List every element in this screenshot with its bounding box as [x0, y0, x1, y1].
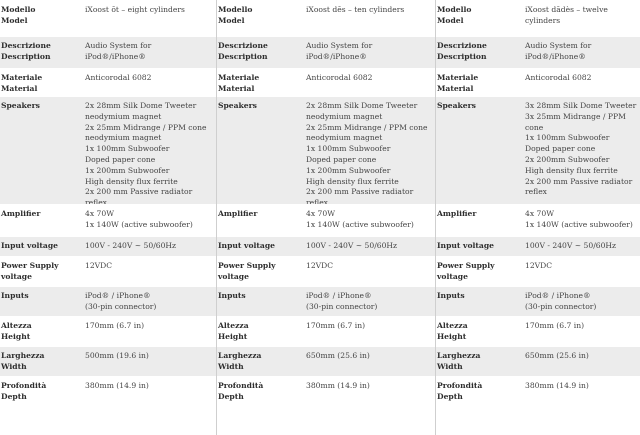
- value-power-supply: 12VDC: [85, 261, 113, 270]
- row-width: [217, 346, 435, 376]
- value-description: Audio System for iPod®/iPhone®: [306, 41, 373, 61]
- label-input-voltage: Input voltage: [437, 241, 494, 250]
- value-material: Anticorodal 6082: [85, 73, 152, 82]
- label-height: Altezza Height: [1, 321, 32, 341]
- row-speakers: [217, 96, 435, 208]
- label-amplifier: Amplifier: [437, 209, 477, 218]
- label-speakers: Speakers: [437, 101, 476, 110]
- label-model: Modello Model: [1, 5, 36, 25]
- label-inputs: Inputs: [1, 291, 29, 300]
- row-inputs: [217, 286, 435, 316]
- value-inputs: iPod® / iPhone® (30-pin connector): [525, 291, 597, 311]
- label-input-voltage: Input voltage: [1, 241, 58, 250]
- value-input-voltage: 100V - 240V ~ 50/60Hz: [525, 241, 617, 250]
- value-inputs: iPod® / iPhone® (30-pin connector): [306, 291, 378, 311]
- label-inputs: Inputs: [437, 291, 465, 300]
- product-column-ot: [0, 0, 217, 435]
- row-amplifier: [217, 204, 435, 236]
- value-height: 170mm (6.7 in): [85, 321, 145, 330]
- row-model: [217, 0, 435, 36]
- label-width: Larghezza Width: [218, 351, 262, 371]
- row-input-voltage: [0, 236, 216, 256]
- row-material: [217, 68, 435, 96]
- value-speakers: 2x 28mm Silk Dome Tweeter neodymium magnet 2x 25mm Midrange / PPM cone neodymium magnet 1x 100mm Subwoofer Doped paper cone 1x 200mm Subwoofer High density flux ferrite 2x 200 mm Passive radiator reflex: [306, 101, 428, 208]
- label-width: Larghezza Width: [437, 351, 481, 371]
- value-width: 500mm (19.6 in): [85, 351, 149, 360]
- label-depth: Profondità Depth: [437, 381, 483, 401]
- label-input-voltage: Input voltage: [218, 241, 275, 250]
- value-width: 650mm (25.6 in): [525, 351, 589, 360]
- value-width: 650mm (25.6 in): [306, 351, 370, 360]
- label-width: Larghezza Width: [1, 351, 45, 371]
- value-speakers: 2x 28mm Silk Dome Tweeter neodymium magnet 2x 25mm Midrange / PPM cone neodymium magnet 1x 100mm Subwoofer Doped paper cone 1x 200mm Subwoofer High density flux ferrite 2x 200 mm Passive radiator reflex: [85, 101, 207, 208]
- row-inputs: [436, 286, 640, 316]
- value-amplifier: 4x 70W 1x 140W (active subwoofer): [85, 209, 193, 229]
- value-input-voltage: 100V - 240V ~ 50/60Hz: [306, 241, 398, 250]
- row-description: [0, 36, 216, 68]
- row-width: [0, 346, 216, 376]
- label-speakers: Speakers: [218, 101, 257, 110]
- row-power-supply: [436, 256, 640, 286]
- label-height: Altezza Height: [437, 321, 468, 341]
- label-description: Descrizione Description: [437, 41, 487, 61]
- value-inputs: iPod® / iPhone® (30-pin connector): [85, 291, 157, 311]
- value-depth: 380mm (14.9 in): [85, 381, 149, 390]
- value-depth: 380mm (14.9 in): [306, 381, 370, 390]
- label-material: Materiale Material: [437, 73, 479, 93]
- row-height: [436, 316, 640, 346]
- label-height: Altezza Height: [218, 321, 249, 341]
- value-input-voltage: 100V - 240V ~ 50/60Hz: [85, 241, 177, 250]
- row-material: [436, 68, 640, 96]
- value-material: Anticorodal 6082: [525, 73, 592, 82]
- label-amplifier: Amplifier: [1, 209, 41, 218]
- row-speakers: [0, 96, 216, 208]
- value-model: iXoost dādès – twelve cylinders: [525, 5, 608, 25]
- value-power-supply: 12VDC: [525, 261, 553, 270]
- row-amplifier: [0, 204, 216, 236]
- row-model: [436, 0, 640, 36]
- label-depth: Profondità Depth: [1, 381, 47, 401]
- row-material: [0, 68, 216, 96]
- row-depth: [0, 376, 216, 435]
- label-depth: Profondità Depth: [218, 381, 264, 401]
- product-column-dades: [436, 0, 640, 435]
- row-power-supply: [0, 256, 216, 286]
- row-speakers: [436, 96, 640, 204]
- value-power-supply: 12VDC: [306, 261, 334, 270]
- label-power-supply: Power Supply voltage: [437, 261, 495, 281]
- label-material: Materiale Material: [1, 73, 43, 93]
- row-depth: [217, 376, 435, 435]
- label-material: Materiale Material: [218, 73, 260, 93]
- value-model: iXoost ōt – eight cylinders: [85, 5, 185, 14]
- label-amplifier: Amplifier: [218, 209, 258, 218]
- product-column-des: [217, 0, 436, 435]
- value-description: Audio System for iPod®/iPhone®: [525, 41, 592, 61]
- row-depth: [436, 376, 640, 435]
- label-description: Descrizione Description: [218, 41, 268, 61]
- label-speakers: Speakers: [1, 101, 40, 110]
- row-amplifier: [436, 204, 640, 236]
- value-material: Anticorodal 6082: [306, 73, 373, 82]
- label-model: Modello Model: [437, 5, 472, 25]
- row-input-voltage: [217, 236, 435, 256]
- value-height: 170mm (6.7 in): [306, 321, 366, 330]
- row-description: [217, 36, 435, 68]
- value-speakers: 3x 28mm Silk Dome Tweeter 3x 25mm Midrange / PPM cone 1x 100mm Subwoofer Doped paper cone 2x 200mm Subwoofer High density flux ferrite 2x 200 mm Passive radiator reflex: [525, 101, 637, 197]
- row-width: [436, 346, 640, 376]
- value-depth: 380mm (14.9 in): [525, 381, 589, 390]
- value-model: iXoost dēs – ten cylinders: [306, 5, 405, 14]
- row-model: [0, 0, 216, 36]
- row-input-voltage: [436, 236, 640, 256]
- label-power-supply: Power Supply voltage: [1, 261, 59, 281]
- label-model: Modello Model: [218, 5, 253, 25]
- value-amplifier: 4x 70W 1x 140W (active subwoofer): [306, 209, 414, 229]
- value-height: 170mm (6.7 in): [525, 321, 585, 330]
- row-height: [0, 316, 216, 346]
- row-power-supply: [217, 256, 435, 286]
- row-height: [217, 316, 435, 346]
- label-inputs: Inputs: [218, 291, 246, 300]
- value-amplifier: 4x 70W 1x 140W (active subwoofer): [525, 209, 633, 229]
- label-power-supply: Power Supply voltage: [218, 261, 276, 281]
- row-description: [436, 36, 640, 68]
- value-description: Audio System for iPod®/iPhone®: [85, 41, 152, 61]
- label-description: Descrizione Description: [1, 41, 51, 61]
- row-inputs: [0, 286, 216, 316]
